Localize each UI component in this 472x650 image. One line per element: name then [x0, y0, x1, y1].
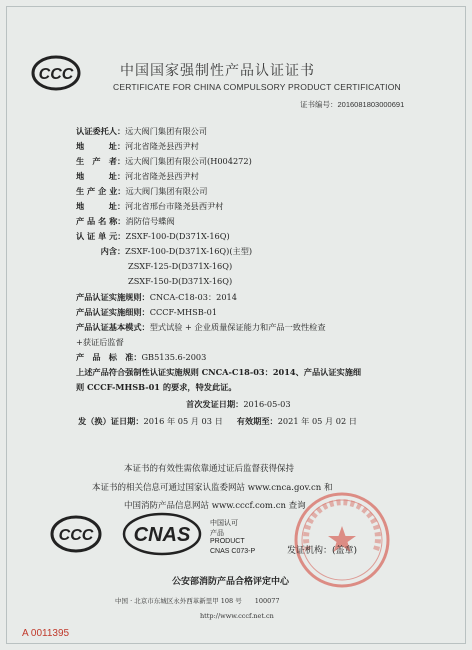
field-row: [128, 276, 232, 286]
issue-date: 2016 年 05 月 03 日: [143, 416, 223, 426]
field-row: [76, 337, 124, 347]
field-label: 地 址：: [76, 171, 126, 181]
field-label: 内含：: [76, 246, 126, 256]
certificate-number: [300, 99, 404, 110]
issue-date-row: [78, 416, 357, 426]
field-label: 产 品 名 称：: [76, 216, 126, 226]
field-label: 生 产 者：: [76, 156, 126, 166]
cnas-line-2: 产品: [210, 530, 224, 537]
field-value: +获证后监督: [76, 337, 124, 347]
conformity-line-2: 则 CCCF-MHSB-01 的要求，特发此证。: [76, 382, 237, 392]
svg-text:CCC: CCC: [38, 66, 74, 83]
field-row: [76, 352, 206, 362]
field-row: [76, 171, 199, 181]
field-label: 认 证 单 元：: [76, 231, 126, 241]
cnas-logo-text: CNAS: [133, 524, 191, 546]
notice-line-3: 中国消防产品信息网站 www.cccf.com.cn 查询: [124, 501, 306, 511]
field-value: 远大阀门集团有限公司(H004272): [125, 156, 252, 166]
certificate-number-label: 证书编号：: [300, 100, 338, 109]
official-seal-icon: [292, 490, 392, 590]
field-value: 河北省隆尧县西尹村: [125, 141, 199, 151]
field-value: ZSXF-100-D(D371X-16Q)(主型): [125, 246, 253, 256]
field-value: 河北省隆尧县西尹村: [125, 171, 199, 181]
field-row: [76, 216, 175, 226]
title-chinese: 中国国家强制性产品认证证书: [120, 63, 315, 79]
field-value: 型式试验 + 企业质量保证能力和产品一致性检查: [149, 322, 326, 332]
field-label: 产 品 标 准：: [76, 352, 142, 362]
footer-organization: 公安部消防产品合格评定中心: [172, 577, 290, 587]
first-issue-date-row: [186, 399, 291, 409]
first-issue-label: 首次发证日期：: [186, 399, 244, 409]
certificate-number-value: 2016081803000691: [337, 100, 405, 109]
field-value: 消防信号蝶阀: [125, 216, 175, 226]
field-row: [76, 307, 217, 317]
issuer-row: [287, 543, 357, 556]
field-row: [76, 156, 252, 166]
issue-label: 发（换）证日期：: [78, 416, 144, 426]
issuer-value: (盖章): [332, 546, 358, 556]
first-issue-date: 2016-05-03: [243, 399, 291, 409]
cnas-logo-icon: [122, 512, 202, 556]
field-value: GB5135.6-2003: [141, 352, 207, 362]
footer-website: http://www.cccf.net.cn: [200, 612, 274, 620]
field-value: CNCA-C18-03：2014: [149, 292, 237, 302]
field-value: CCCF-MHSB-01: [149, 307, 218, 317]
field-label: 产品认证实施细则：: [76, 307, 150, 317]
ccc-logo-text: CCC: [58, 527, 94, 544]
ccc-f-logo-icon: [50, 514, 102, 554]
field-value: 河北省邢台市隆尧县西尹村: [125, 201, 224, 211]
conformity-line-1: 上述产品符合强制性认证实施规则 CNCA-C18-03：2014、产品认证实施细: [76, 367, 362, 377]
field-row: [76, 141, 199, 151]
field-value: ZSXF-125-D(D371X-16Q): [128, 261, 233, 271]
ccc-logo-icon: [31, 54, 81, 92]
cnas-line-3: PRODUCT: [210, 538, 245, 545]
field-label: 产品认证实施规则：: [76, 292, 150, 302]
field-row: [76, 126, 207, 136]
field-row: [76, 322, 326, 332]
notice-line-2: 本证书的相关信息可通过国家认监委网站 www.cnca.gov.cn 和: [92, 483, 333, 493]
field-row: [128, 261, 232, 271]
footer-address: 中国 · 北京市东城区永外西革新里甲 108 号 100077: [115, 597, 280, 605]
field-label: 生 产 企 业：: [76, 186, 126, 196]
notice-line-1: 本证书的有效性需依靠通过证后监督获得保持: [124, 464, 295, 474]
field-value: 远大阀门集团有限公司: [125, 186, 208, 196]
valid-label: 有效期至：: [236, 416, 278, 426]
field-value: ZSXF-150-D(D371X-16Q): [128, 276, 233, 286]
field-value: ZSXF-100-D(D371X-16Q): [125, 231, 230, 241]
cnas-line-1: 中国认可: [210, 520, 238, 527]
field-row: [76, 292, 237, 302]
field-row: [76, 201, 223, 211]
field-label: 认证委托人：: [76, 126, 126, 136]
field-row: [76, 246, 252, 256]
field-row: [76, 186, 207, 196]
issuer-label: 发证机构：: [287, 546, 333, 556]
cnas-line-4: CNAS C073-P: [210, 548, 256, 555]
field-label: 地 址：: [76, 141, 126, 151]
field-value: 远大阀门集团有限公司: [125, 126, 208, 136]
field-label: 地 址：: [76, 201, 126, 211]
title-english: CERTIFICATE FOR CHINA COMPULSORY PRODUCT CERTIFICATION: [113, 82, 401, 92]
field-row: [76, 231, 230, 241]
valid-date: 2021 年 05 月 02 日: [277, 416, 357, 426]
field-label: 产品认证基本模式：: [76, 322, 150, 332]
serial-number: A 0011395: [22, 628, 70, 639]
